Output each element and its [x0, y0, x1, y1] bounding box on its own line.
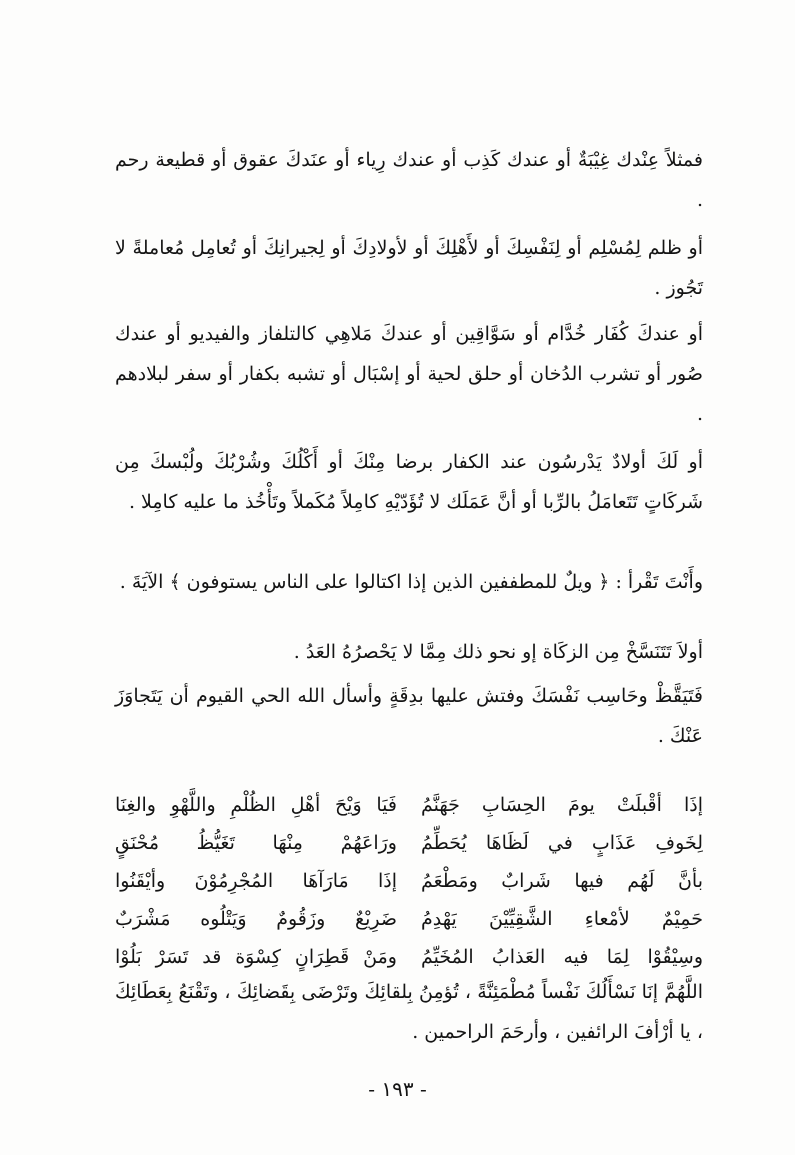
poem-hemistich-left: فَيَا وَيْحَ أهْلِ الظُلْمِ واللَّهْوِ والغِنَا [115, 794, 397, 816]
poem-verse [115, 862, 703, 900]
paragraph-closing-prayer: اللَّهُمَّ إنَا نَسْأَلُكَ نَفْساً مُطْمَئِنَّةً ، تُؤمِنُ بِلقائِكَ وتَرْضَى بِقَضائِكَ ، وتَقْنَعُ بِعَطَائِكَ ، يا أرْأفَ الرائفين ، وأرحَمَ الراحمين . [115, 981, 703, 1043]
poem-verse [115, 900, 703, 938]
poem-hemistich-right: إذَا أقْبلَتْ يومَ الحِسَابِ جَهَنَّمُ [421, 794, 703, 816]
poem-hemistich-left: ومَنْ قَطِرَانٍ كِسْوَة قد تَسَرْ بَلُوْا [115, 946, 397, 968]
poem-hemistich-right: وسِيْقُوْا لِمَا فيه العَذابُ المُخَيِّمُ [421, 946, 703, 968]
poem [115, 786, 703, 976]
paragraph-oppression: أو ظلم لِمُسْلِم أو لِنَفْسِكَ أو لأَهْلِكَ أو لأولادِكَ أو لِجيرانِكَ أو تُعامِل مُعاملةً لا تَجُوز . [115, 237, 703, 299]
poem-verse [115, 824, 703, 862]
page-number: - ١٩٣ - [368, 1077, 427, 1101]
poem-hemistich-right: لِخَوفِ عَذَابٍ في لَظَاهَا يُحَطِّمُ [421, 832, 703, 854]
paragraph-children-and-work: أو لَكَ أولادٌ يَدْرسُون عند الكفار برضا مِنْكَ أو أَكْلُكَ وشُرْبُكَ ولُبْسكَ مِن شَركَاتٍ تَتَعامَلُ بالرِّبا أو أنَّ عَمَلَك لا تُؤَدّيْهِ كامِلاً مُكَملاً وتَأْخُذ ما عليه كامِلا . [115, 451, 703, 513]
poem-hemistich-left: ورَاعَهُمْ مِنْهَا تَغَيُّظُ مُحْنَقٍ [115, 832, 397, 854]
poem-hemistich-left: إذَا مَارَآهَا المُجْرِمُوْنَ وأيْقَنُوا [115, 870, 397, 892]
paragraph-entertainment: أو عندكَ كُفَار خُدَّام أو سَوَّاقِين أو عندكَ مَلاهِي كالتلفاز والفيديو أو عندك صُور أو تشرب الدُخان أو حلق لحية أو إسْبَال أو تشبه بكفار أو سفر لبلادهم . [115, 323, 703, 425]
paragraph-sins: فمثلاً عِنْدك غِيْبَةٌ أو عندك كَذِب أو عندك رِياء أو عنَدكَ عقوق أو قطيعة رحم . [115, 149, 703, 211]
poem-hemistich-left: ضَرِيْعٌ وزَقُومٌ وَيَتْلُوه مَشْرَبٌ [115, 908, 397, 930]
poem-hemistich-right: حَمِيْمٌ لأمْعاءِ الشَّقِيِّيْنَ يَهْدِمُ [421, 908, 703, 930]
paragraph-quran-verse: وأَنْتَ تَقْرأ : ﴿ ويلٌ للمطففين الذين إذا اكتالوا على الناس يستوفون ﴾ الآيَةَ . [119, 571, 703, 593]
poem-hemistich-right: بأنَّ لَهُم فيها شَرابٌ ومَطْعَمُ [421, 870, 703, 892]
paragraph-zakat: أولاَ تَتَنَسَّخْ مِن الزكَاة إو نحو ذلك مِمَّا لا يَحْصرُهُ العَدُ . [293, 641, 703, 663]
poem-verse [115, 938, 703, 976]
paragraph-self-accounting: فَتَيَقَّظْ وحَاسِب نَفْسَكَ وفتش عليها بدِقَةٍ وأسأل الله الحي القيوم أن يَتَجاوَزَ عَنْكَ . [115, 685, 703, 747]
poem-verse [115, 786, 703, 824]
